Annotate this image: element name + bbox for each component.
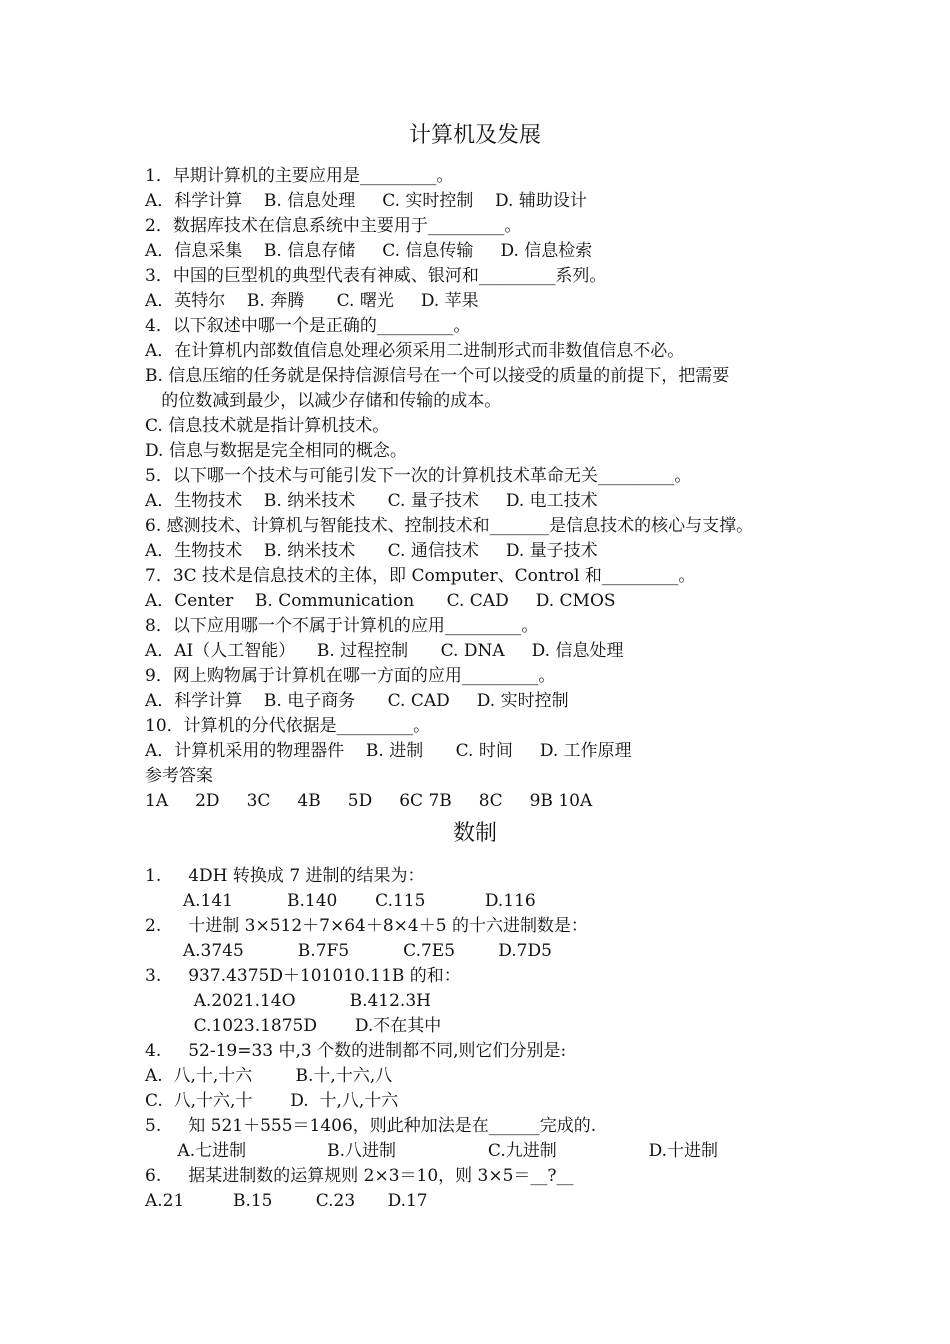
q2-question: 2．数据库技术在信息系统中主要用于_________。 [145, 216, 522, 236]
q10-question: 10．计算机的分代依据是_________。 [145, 716, 431, 736]
q4-option-b: B. 信息压缩的任务就是保持信源信号在一个可以接受的质量的前提下，把需要 [145, 366, 730, 386]
q4-option-a: A．在计算机内部数值信息处理必须采用二进制形式而非数值信息不必。 [145, 341, 685, 361]
q1-options: A．科学计算 B. 信息处理 C. 实时控制 D. 辅助设计 [145, 191, 587, 211]
q7-question: 7．3C 技术是信息技术的主体，即 Computer、Control 和_________。 [145, 566, 696, 586]
q4-option-c: C. 信息技术就是指计算机技术。 [145, 416, 390, 436]
q9-question: 9．网上购物属于计算机在哪一方面的应用_________。 [145, 666, 556, 686]
q5-options: A．生物技术 B. 纳米技术 C. 量子技术 D. 电工技术 [145, 491, 598, 511]
ns-q3-options-cd: C.1023.1875D D.不在其中 [145, 1016, 442, 1036]
ns-q2-options: A.3745 B.7F5 C.7E5 D.7D5 [145, 941, 552, 961]
q10-options: A．计算机采用的物理器件 B. 进制 C. 时间 D. 工作原理 [145, 741, 632, 761]
q3-options: A．英特尔 B. 奔腾 C. 曙光 D. 苹果 [145, 291, 479, 311]
q1-question: 1．早期计算机的主要应用是_________。 [145, 166, 454, 186]
q6-question: 6. 感测技术、计算机与智能技术、控制技术和_______是信息技术的核心与支撑。 [145, 516, 754, 536]
ns-q2-question: 2. 十进制 3×512＋7×64＋8×4＋5 的十六进制数是： [145, 916, 588, 936]
ns-q5-options: A.七进制 B.八进制 C.九进制 D.十进制 [145, 1141, 719, 1161]
answer-key-values: 1A 2D 3C 4B 5D 6C 7B 8C 9B 10A [145, 791, 593, 811]
ns-q1-question: 1. 4DH 转换成 7 进制的结果为： [145, 866, 425, 886]
ns-q1-options: A.141 B.140 C.115 D.116 [145, 891, 536, 911]
ns-q5-question: 5. 知 521＋555＝1406，则此种加法是在______完成的. [145, 1116, 597, 1136]
q8-options: A．AI（人工智能） B. 过程控制 C. DNA D. 信息处理 [145, 641, 624, 661]
q8-question: 8．以下应用哪一个不属于计算机的应用_________。 [145, 616, 539, 636]
ns-q4-options-ab: A. 八,十,十六 B.十,十六,八 [145, 1066, 393, 1086]
answer-key-heading: 参考答案 [145, 766, 213, 786]
q9-options: A．科学计算 B. 电子商务 C. CAD D. 实时控制 [145, 691, 569, 711]
ns-q3-options-ab: A.2021.14O B.412.3H [145, 991, 431, 1011]
q4-question: 4．以下叙述中哪一个是正确的_________。 [145, 316, 471, 336]
q6-options: A．生物技术 B. 纳米技术 C. 通信技术 D. 量子技术 [145, 541, 598, 561]
section-title-number-systems: 数制 [452, 821, 497, 846]
q3-question: 3．中国的巨型机的典型代表有神威、银河和_________系列。 [145, 266, 607, 286]
q7-options: A．Center B. Communication C. CAD D. CMOS [145, 591, 616, 611]
ns-q6-options: A.21 B.15 C.23 D.17 [145, 1191, 428, 1211]
ns-q4-options-cd: C. 八,十六,十 D. 十,八,十六 [145, 1091, 399, 1111]
q5-question: 5．以下哪一个技术与可能引发下一次的计算机技术革命无关_________。 [145, 466, 692, 486]
q2-options: A．信息采集 B. 信息存储 C. 信息传输 D. 信息检索 [145, 241, 593, 261]
ns-q6-question: 6. 据某进制数的运算规则 2×3＝10，则 3×5＝__?__ [145, 1166, 574, 1186]
ns-q4-question: 4. 52-19=33 中,3 个数的进制都不同,则它们分别是: [145, 1041, 567, 1061]
section-title-computer-development: 计算机及发展 [408, 123, 541, 148]
q4-option-d: D. 信息与数据是完全相同的概念。 [145, 441, 407, 461]
ns-q3-question: 3. 937.4375D＋101010.11B 的和： [145, 966, 461, 986]
q4-option-b-continued: 的位数减到最少，以减少存储和传输的成本。 [145, 391, 502, 411]
